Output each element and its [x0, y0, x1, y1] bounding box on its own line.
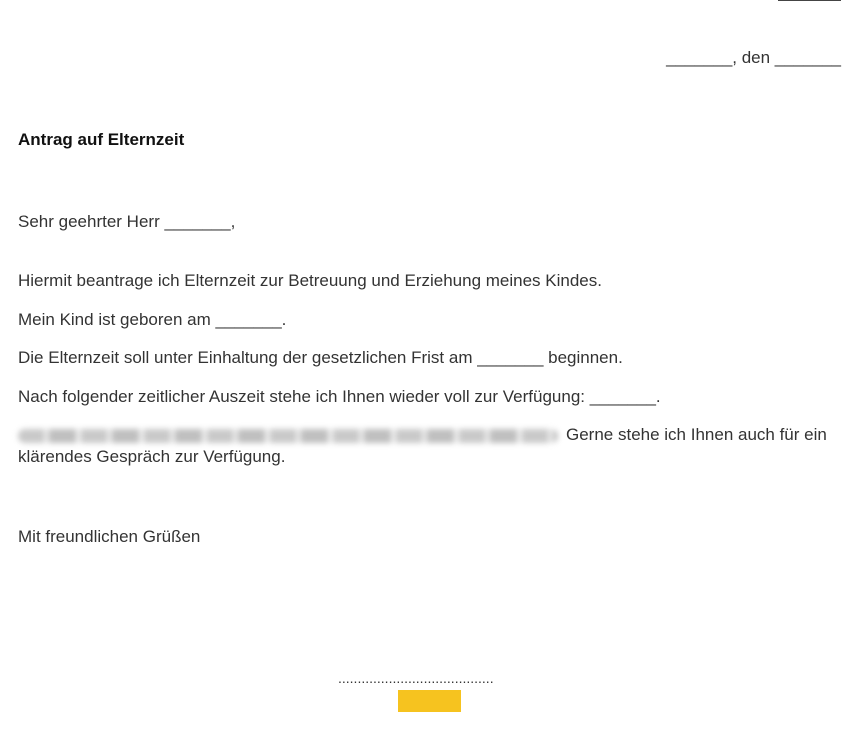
redacted-text — [18, 429, 558, 443]
closing-paragraph — [18, 424, 848, 468]
valediction: Mit freundlichen Grüßen — [18, 527, 201, 546]
top-blank-line — [778, 0, 841, 1]
letter-line-1: Hiermit beantrage ich Elternzeit zur Betreuung und Erziehung meines Kindes. — [18, 271, 602, 290]
closing-text: Gerne stehe ich Ihnen auch für ein klärendes Gespräch zur Verfügung. — [18, 425, 827, 466]
salutation: Sehr geehrter Herr _______, — [18, 212, 236, 231]
letter-title: Antrag auf Elternzeit — [18, 130, 185, 149]
place-date-line: _______, den _______ — [666, 48, 841, 67]
letter-line-2: Mein Kind ist geboren am _______. — [18, 310, 287, 329]
letter-line-4: Nach folgender zeitlicher Auszeit stehe ich Ihnen wieder voll zur Verfügung: _______. — [18, 387, 661, 406]
letter-line-3: Die Elternzeit soll unter Einhaltung der gesetzlichen Frist am _______ beginnen. — [18, 348, 623, 367]
signature-line: ........................................ — [338, 670, 494, 686]
highlight-marker — [398, 690, 461, 712]
